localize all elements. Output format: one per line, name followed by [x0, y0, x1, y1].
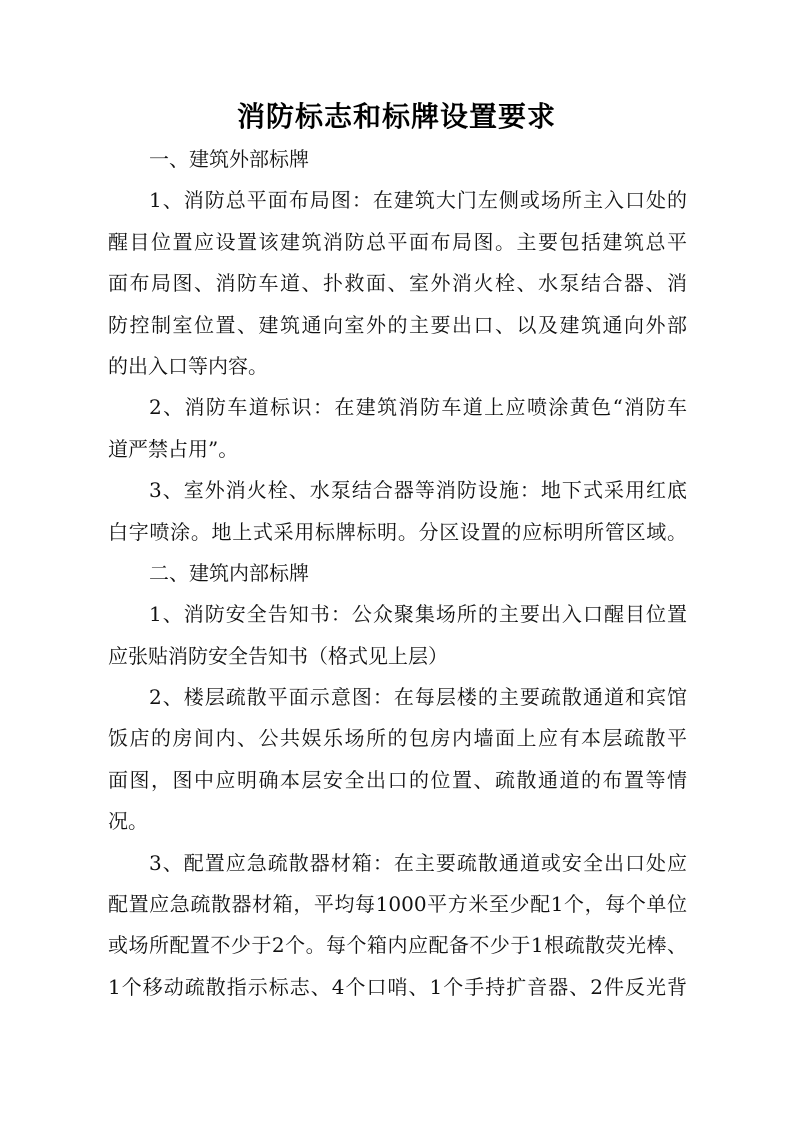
paragraph-line: 1、消防总平面布局图：在建筑大门左侧或场所主入口处的 [149, 188, 687, 213]
paragraph-line: 况。 [108, 809, 148, 834]
paragraph-line: 饭店的房间内、公共娱乐场所的包房内墙面上应有本层疏散平 [108, 726, 687, 751]
paragraph-line: 醒目位置应设置该建筑消防总平面布局图。主要包括建筑总平 [108, 229, 687, 254]
paragraph-line: 面图，图中应明确本层安全出口的位置、疏散通道的布置等情 [108, 767, 687, 792]
paragraph-line: 应张贴消防安全告知书（格式见上层） [108, 643, 448, 668]
paragraph-line: 配置应急疏散器材箱，平均每1000平方米至少配1个，每个单位 [108, 892, 687, 917]
paragraph-line: 面布局图、消防车道、扑救面、室外消火栓、水泵结合器、消 [108, 271, 687, 296]
paragraph-line: 1个移动疏散指示标志、4个口哨、1个手持扩音器、2件反光背 [108, 974, 687, 999]
paragraph-evacuation-plan [108, 677, 687, 843]
paragraph-line: 一、建筑外部标牌 [149, 147, 309, 171]
paragraph-line: 3、配置应急疏散器材箱：在主要疏散通道或安全出口处应 [149, 850, 687, 875]
paragraph-emergency-kit [108, 843, 687, 1009]
document-title: 消防标志和标牌设置要求 [236, 100, 556, 133]
document-body [108, 139, 687, 1008]
paragraph-line: 道严禁占用”。 [108, 436, 239, 461]
paragraph-line: 或场所配置不少于2个。每个箱内应配备不少于1根疏散荧光棒、 [108, 933, 687, 958]
section-heading-external-signs [108, 139, 687, 180]
paragraph-site-plan [108, 180, 687, 387]
paragraph-line: 3、室外消火栓、水泵结合器等消防设施：地下式采用红底 [149, 478, 687, 503]
paragraph-line: 防控制室位置、建筑通向室外的主要出口、以及建筑通向外部 [108, 312, 687, 337]
paragraph-line: 二、建筑内部标牌 [149, 560, 309, 585]
paragraph-fire-lane-marking [108, 387, 687, 470]
paragraph-line: 2、消防车道标识：在建筑消防车道上应喷涂黄色“消防车 [149, 395, 687, 420]
paragraph-line: 的出入口等内容。 [108, 353, 268, 378]
paragraph-line: 1、消防安全告知书：公众聚集场所的主要出入口醒目位置 [149, 602, 687, 627]
paragraph-line: 2、楼层疏散平面示意图：在每层楼的主要疏散通道和宾馆 [149, 685, 687, 710]
paragraph-outdoor-hydrants [108, 470, 687, 553]
paragraph-safety-notice [108, 594, 687, 677]
paragraph-line: 白字喷涂。地上式采用标牌标明。分区设置的应标明所管区域。 [108, 519, 687, 544]
section-heading-internal-signs [108, 553, 687, 594]
